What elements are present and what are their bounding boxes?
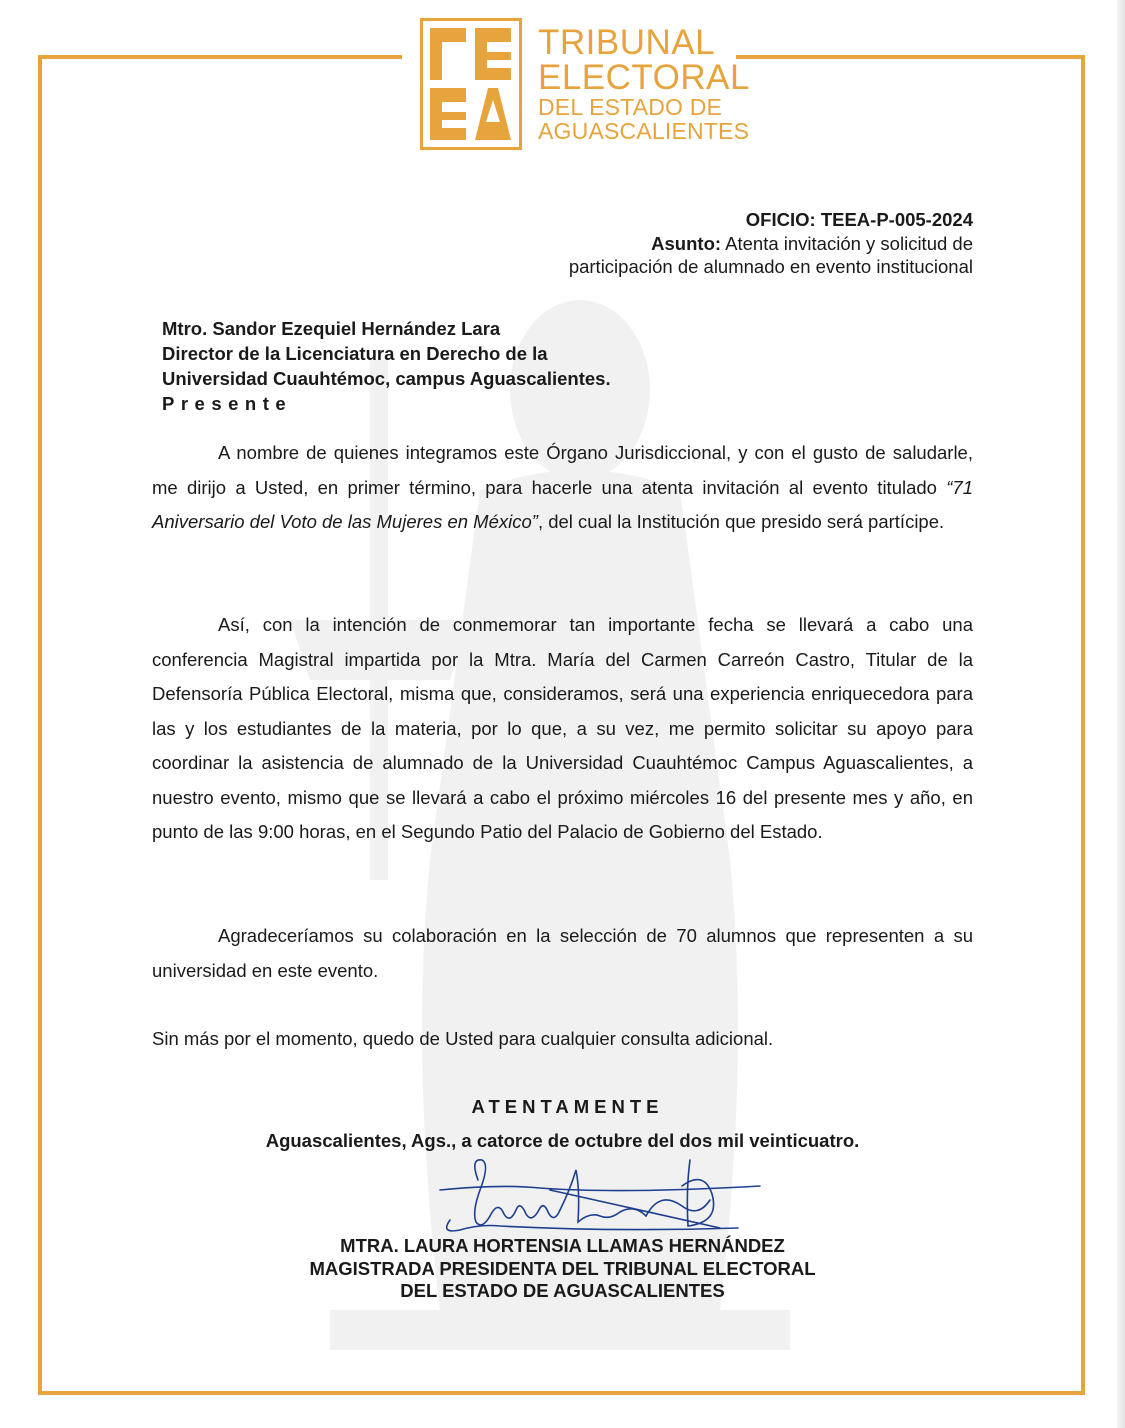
paragraph-conference: Así, con la intención de conmemorar tan importante fecha se llevará a cabo una conferencia Magistral impartida por la Mtra. María del Carmen Carreón Castro, Titular de la Defensoría Pública Electoral, misma que, consideramos, será una experiencia enriquecedora para las y los estudiantes de la materia, por lo que, a su vez, me permito solicitar su apoyo para coordinar la asistencia de alumnado de la Universidad Cuauhtémoc Campus Aguascalientes, a nuestro evento, mismo que se llevará a cabo el próximo miércoles 16 del presente mes y año, en punto de las 9:00 horas, en el Segundo Patio del Palacio de Gobierno del Estado. — [152, 614, 973, 842]
signer-position: MAGISTRADA PRESIDENTA DEL TRIBUNAL ELECTORAL — [309, 1257, 816, 1279]
paragraph-invitation — [152, 436, 973, 540]
page-edge — [1117, 0, 1125, 1428]
paragraph-invitation-b: , del cual la Institución que presido será partícipe. — [537, 511, 945, 532]
paragraph-invitation-a: A nombre de quienes integramos este Órgano Jurisdiccional, y con el gusto de saludarle, me dirijo a Usted, en primer término, para hacerle una atenta invitación al evento titulado — [152, 442, 973, 498]
reference-block — [569, 208, 973, 279]
recipient-block — [162, 316, 611, 416]
teea-logo-icon — [420, 18, 522, 150]
paragraph-farewell: Sin más por el momento, quedo de Usted para cualquier consulta adicional. — [152, 1028, 774, 1049]
handwritten-signature-icon — [420, 1150, 780, 1240]
asunto-line — [569, 232, 973, 256]
event-title: “71 Aniversario del Voto de las Mujeres en México” — [152, 476, 973, 532]
oficio-number: OFICIO: TEEA-P-005-2024 — [745, 209, 973, 230]
signer-name: MTRA. LAURA HORTENSIA LLAMAS HERNÁNDEZ — [340, 1235, 785, 1256]
logo-line-aguascalientes: AGUASCALIENTES — [538, 118, 750, 144]
logo-line-electoral: ELECTORAL — [538, 58, 750, 97]
recipient-title: Director de la Licenciatura en Derecho de la — [162, 343, 548, 364]
asunto-text-1: Atenta invitación y solicitud de — [721, 232, 973, 254]
date-line: Aguascalientes, Ags., a catorce de octubre del dos mil veinticuatro. — [265, 1130, 860, 1151]
atentamente: ATENTAMENTE — [471, 1096, 664, 1117]
logo-line-tribunal: TRIBUNAL — [538, 23, 716, 62]
signer-block — [152, 1235, 973, 1303]
recipient-institution: Universidad Cuauhtémoc, campus Aguascalientes. — [162, 368, 611, 389]
signer-institution: DEL ESTADO DE AGUASCALIENTES — [400, 1280, 725, 1301]
paragraph-selection: Agradeceríamos su colaboración en la selección de 70 alumnos que representen a su universidad en este evento. — [152, 925, 973, 981]
logo-wordmark — [538, 25, 750, 143]
logo-line-del-estado: DEL ESTADO DE — [538, 94, 723, 120]
recipient-presente: Presente — [162, 393, 293, 414]
recipient-name: Mtro. Sandor Ezequiel Hernández Lara — [162, 318, 501, 339]
asunto-text-2: participación de alumnado en evento institucional — [568, 256, 973, 277]
asunto-label: Asunto: — [651, 232, 722, 254]
